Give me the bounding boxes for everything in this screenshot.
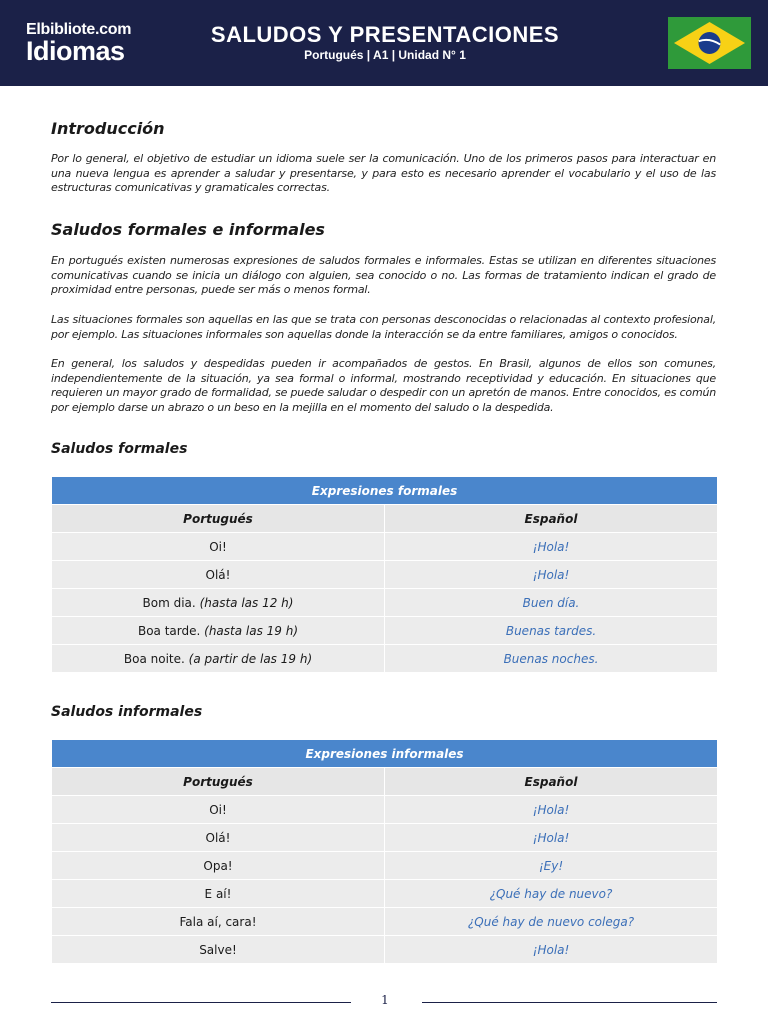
- es-translation: Buenas tardes.: [385, 617, 718, 645]
- es-translation: Buen día.: [385, 589, 718, 617]
- formal-col-portuguese: Portugués: [52, 505, 385, 533]
- time-note: (hasta las 19 h): [204, 623, 299, 638]
- pt-expression: E aí!: [52, 880, 385, 908]
- formal-table: [51, 476, 718, 673]
- formal-table-caption: Expresiones formales: [52, 477, 718, 505]
- table-row: [52, 852, 718, 880]
- informal-table: [51, 739, 718, 964]
- es-translation: ¡Ey!: [385, 852, 718, 880]
- pt-expression: Fala aí, cara!: [52, 908, 385, 936]
- informal-heading: Saludos informales: [51, 704, 203, 720]
- time-note: (a partir de las 19 h): [188, 651, 313, 666]
- table-row: [52, 880, 718, 908]
- page-subtitle: Portugués | A1 | Unidad N° 1: [304, 48, 466, 62]
- informal-col-portuguese: Portugués: [52, 768, 385, 796]
- table-row: [52, 796, 718, 824]
- formal-heading: Saludos formales: [51, 441, 188, 457]
- brand-logo: [26, 22, 131, 64]
- greetings-heading: Saludos formales e informales: [51, 220, 325, 239]
- es-translation: ¡Hola!: [385, 561, 718, 589]
- table-row: [52, 561, 718, 589]
- es-translation: ¡Hola!: [385, 936, 718, 964]
- es-translation: Buenas noches.: [385, 645, 718, 673]
- brand-top-text: Elbibliote.com: [26, 21, 132, 38]
- table-row: [52, 908, 718, 936]
- es-translation: ¡Hola!: [385, 824, 718, 852]
- footer-divider-right: [422, 1002, 717, 1003]
- pt-expression: Oi!: [52, 796, 385, 824]
- table-row: [52, 589, 718, 617]
- es-translation: ¡Hola!: [385, 533, 718, 561]
- page-title: SALUDOS Y PRESENTACIONES: [210, 22, 560, 47]
- greetings-paragraph-2: Las situaciones formales son aquellas en las que se trata con personas desconocidas o relacionadas al contexto profesional, por ejemplo. Las situaciones informales son aquellas donde la interacción se da entre familiares, amigos o conocidos.: [51, 313, 716, 341]
- pt-expression: Opa!: [52, 852, 385, 880]
- table-row: [52, 533, 718, 561]
- intro-paragraph: Por lo general, el objetivo de estudiar un idioma suele ser la comunicación. Uno de los primeros pasos para interactuar en una nueva lengua es aprender a saludar y presentarse, y para esto es necesario aprender el vocabulario y el uso de las estructuras comunicativas y gramaticales correctas.: [51, 152, 716, 195]
- informal-col-spanish: Español: [385, 768, 718, 796]
- es-translation: ¡Hola!: [385, 796, 718, 824]
- pt-expression: Olá!: [205, 567, 231, 582]
- es-translation: ¿Qué hay de nuevo?: [385, 880, 718, 908]
- greetings-paragraph-3: En general, los saludos y despedidas pueden ir acompañados de gestos. En Brasil, algunos de ellos son comunes, independientemente de la situación, ya sea formal o informal, mostrando receptividad y educación. En situaciones que requieren un mayor grado de formalidad, se puede saludar o despedir con un apretón de manos. Entre conocidos, es común por ejemplo darse un abrazo o un beso en la mejilla en el momento del saludo o la despedida.: [51, 357, 717, 414]
- table-row: [52, 617, 718, 645]
- page-header: [0, 0, 768, 86]
- pt-expression: Olá!: [52, 824, 385, 852]
- table-row: [52, 824, 718, 852]
- pt-expression: Salve!: [52, 936, 385, 964]
- formal-col-spanish: Español: [385, 505, 718, 533]
- intro-heading: Introducción: [51, 119, 165, 138]
- title-block: [160, 22, 610, 62]
- informal-table-caption: Expresiones informales: [52, 740, 718, 768]
- time-note: (hasta las 12 h): [199, 595, 294, 610]
- es-translation: ¿Qué hay de nuevo colega?: [385, 908, 718, 936]
- table-row: [52, 936, 718, 964]
- pt-expression: Boa noite.: [123, 651, 185, 666]
- footer-divider-left: [51, 1002, 351, 1003]
- brazil-flag-icon: [668, 17, 751, 69]
- greetings-paragraph-1: En portugués existen numerosas expresiones de saludos formales e informales. Estas se utilizan en diferentes situaciones comunicativas cuando se inicia un diálogo con alguien, sea conocido o no. Las formas de tratamiento indican el grado de proximidad entre personas, puede ser más o menos formal.: [51, 254, 716, 297]
- pt-expression: Boa tarde.: [137, 623, 201, 638]
- pt-expression: Bom dia.: [142, 595, 196, 610]
- table-row: [52, 645, 718, 673]
- pt-expression: Oi!: [209, 539, 227, 554]
- page-number: 1: [381, 993, 389, 1007]
- brand-main-text: Idiomas: [26, 36, 125, 66]
